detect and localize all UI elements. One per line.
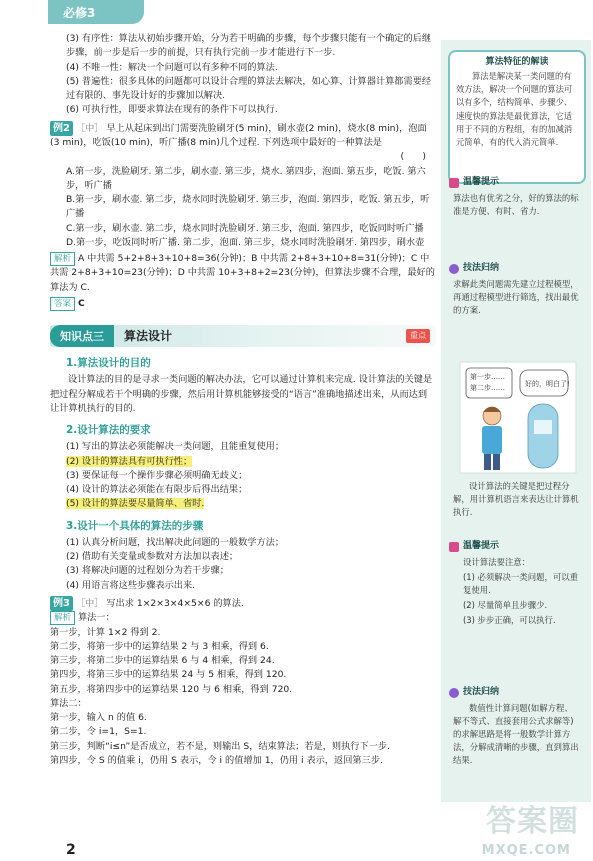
example2-text: 早上从起床到出门需要洗脸刷牙(5 min)，刷水壶(2 min)，烧水(8 min)，泡面(3 min)，吃饭(10 min)，听广播(8 min)几个过程. 下列选项中最好的一种算法是 bbox=[50, 122, 427, 148]
example3-stem bbox=[50, 596, 436, 612]
method2-title: 技法归纳 bbox=[449, 686, 591, 700]
module-label: 必修3 bbox=[63, 6, 96, 20]
analysis-badge: 解析 bbox=[50, 252, 75, 266]
difficulty-tag: ［中］ bbox=[75, 122, 104, 134]
feature-p4: (4) 不唯一性：解决一个问题可以有多种不同的算法. bbox=[66, 61, 278, 73]
analysis-text: A 中共需 5+2+8+3+10+8=36(分钟)；B 中共需 2+8+3+10+8=31(分钟)；C 中共需 2+8+3+10=23(分钟)；D 中共需 10+3+8+2=23(分钟)，但算法步骤不合理，最好的算法为 C. bbox=[50, 253, 435, 293]
alg1-step: 第一步，计算 1×2 得到 2. bbox=[50, 626, 161, 638]
answer-paren: ( ) bbox=[400, 151, 426, 163]
method2-block bbox=[441, 686, 591, 767]
tip2-title: 温馨提示 bbox=[449, 540, 591, 554]
alg1-step: 第五步，将第四步中的运算结果 120 与 6 相乘，得到 720. bbox=[50, 683, 293, 695]
req-item: (5) 设计的算法要尽量简单、省时. bbox=[66, 498, 205, 510]
bulb-icon bbox=[449, 178, 459, 188]
option-d: D.第一步，吃饭同时听广播. 第二步，泡面. 第三步，烧水同时洗脸刷牙. 第四步，刷水壶 bbox=[66, 236, 425, 248]
method-icon bbox=[449, 264, 459, 274]
knowledge-point-banner bbox=[50, 325, 436, 347]
tip1-title: 温馨提示 bbox=[449, 176, 591, 190]
alg2-step: 第一步，输入 n 的值 6. bbox=[50, 712, 147, 724]
section2-title: 2.设计算法的要求 bbox=[66, 424, 151, 437]
option-a: A.第一步，洗脸刷牙. 第二步，刷水壶. 第三步，烧水. 第四步，泡面. 第五步，吃饭. 第六步，听广播 bbox=[66, 165, 426, 191]
example3-text: 写出求 1×2×3×4×5×6 的算法. bbox=[106, 597, 244, 609]
method1-title: 技法归纳 bbox=[449, 262, 591, 276]
alg1-step: 第四步，将第三步中的运算结果 24 与 5 相乘，得到 120. bbox=[50, 669, 287, 681]
analysis-badge: 解析 bbox=[50, 611, 75, 625]
watermark-logo: 答案圈 bbox=[486, 803, 579, 839]
alg2-step: 第四步，令 S 的值乘 i，仍用 S 表示，令 i 的值增加 1，仍用 i 表示，返回第三步. bbox=[50, 754, 383, 766]
step-item: (4) 用语言将这些步骤表示出来. bbox=[66, 579, 196, 591]
section3-title: 3.设计一个具体的算法的步骤 bbox=[66, 519, 204, 532]
tip2-item: (3) 步步正确，可以执行. bbox=[463, 615, 556, 625]
alg1-step: 第三步，将第二步中的运算结果 6 与 4 相乘，得到 24. bbox=[50, 655, 275, 667]
bulb-icon bbox=[449, 542, 459, 552]
bubble-text-1: 第一步…… bbox=[470, 373, 505, 381]
illustration-caption: 设计算法的关键是把过程分解，用计算机语言来表达让计算机执行. bbox=[453, 481, 579, 518]
page-number: 2 bbox=[66, 842, 76, 858]
answer-badge: 答案 bbox=[50, 297, 75, 311]
algorithm1-label: 算法一： bbox=[77, 612, 115, 624]
step-item: (1) 认真分析问题，找出解决此问题的一般数学方法； bbox=[66, 536, 285, 548]
example2-analysis bbox=[50, 252, 436, 295]
step-item: (3) 将解决问题的过程划分为若干步骤； bbox=[66, 565, 229, 577]
option-b: B.第一步，刷水壶. 第二步，烧水同时洗脸刷牙. 第三步，泡面. 第四步，吃饭. 第五步，听广播 bbox=[66, 194, 430, 220]
knowledge-point-title: 算法设计 bbox=[124, 328, 173, 343]
example-badge: 例2 bbox=[50, 121, 73, 137]
tip1-text: 算法也有优劣之分，好的算法的标准是方便、有时、省力. bbox=[453, 192, 579, 216]
main-content bbox=[50, 32, 436, 768]
req-item: (4) 设计的算法必须能在有限步后得出结果； bbox=[66, 484, 248, 496]
example3-analysis-head bbox=[50, 611, 436, 625]
alg2-step: 第三步，判断“i≤n”是否成立，若不是，则输出 S，结束算法；若是，则执行下一步. bbox=[50, 740, 390, 752]
tip2-item: (1) 必须解决一类问题，可以重复使用. bbox=[463, 571, 579, 595]
alg2-step: 第二步，令 i=1，S=1. bbox=[50, 726, 147, 738]
watermark-url: MXQE.COM bbox=[481, 842, 571, 858]
alg1-step: 第二步，将第一步中的运算结果 2 与 3 相乘，得到 6. bbox=[50, 640, 269, 652]
req-item: (1) 写出的算法必须能解决一类问题，且能重复使用； bbox=[66, 441, 285, 453]
method1-block bbox=[441, 262, 591, 317]
method-icon bbox=[449, 688, 459, 698]
feature-p5: (5) 普遍性：很多具体的问题都可以设计合理的算法去解决，如心算、计算器计算都需要经过有限的、事先设计好的步骤加以解决. bbox=[66, 75, 432, 101]
example2-answer bbox=[50, 297, 436, 311]
card-title: 算法特征的解读 bbox=[485, 57, 549, 67]
key-point-badge: 重点 bbox=[406, 329, 430, 343]
knowledge-point-label: 知识点三 bbox=[50, 325, 114, 347]
tip2-item: (2) 尽量简单且步骤少. bbox=[463, 599, 548, 610]
teacher-illustration bbox=[458, 360, 578, 475]
bubble-text-3: 好的，明白了! bbox=[525, 380, 570, 388]
example-badge: 例3 bbox=[50, 596, 73, 612]
algorithm2-label: 算法二： bbox=[50, 697, 87, 709]
section1-title: 1.算法设计的目的 bbox=[66, 357, 151, 369]
feature-card bbox=[448, 50, 586, 184]
section1-text: 设计算法的目的是寻求一类问题的解决办法，它可以通过计算机来完成. 设计算法的关键是把过程分解成若干个明确的步骤，然后用计算机能够接受的“语言”准确地描述出来，从而达到让计算机执行的目的. bbox=[50, 374, 433, 414]
caption-block bbox=[441, 478, 591, 519]
tip1-block bbox=[441, 176, 591, 218]
tip2-block bbox=[441, 540, 591, 627]
method2-text: 数值性计算问题(如解方程、解不等式、直接套用公式求解等)的求解思路是将一般数学计算方法，分解成清晰的步骤，直到算出结果. bbox=[453, 702, 579, 765]
method1-text: 求解此类问题需先建立过程模型，再通过程模型进行筛选，找出最优的方案. bbox=[453, 278, 579, 315]
answer-value: C bbox=[77, 297, 85, 309]
difficulty-tag: ［中］ bbox=[75, 597, 104, 609]
feature-p6: (6) 可执行性，即要求算法在现有的条件下可以执行. bbox=[66, 104, 278, 116]
module-tab bbox=[48, 0, 144, 24]
card-text: 算法是解决某一类问题的有效方法，解决一个问题的算法可以有多个，结构简单、步骤少、速度快的算法是最优算法，它适用于不同的方程组，有的加减消元简单，有的代入消元简单. bbox=[456, 70, 573, 148]
option-c: C.第一步，刷水壶. 第二步，烧水同时洗脸刷牙. 第三步，泡面. 第四步，吃饭同时听广播 bbox=[66, 222, 424, 234]
req-item: (2) 设计的算法具有可执行性； bbox=[66, 455, 193, 467]
feature-p3: (3) 有序性：算法从初始步骤开始，分为若干明确的步骤，每个步骤只能有一个确定的后继步骤，前一步是后一步的前提，只有执行完前一步才能进行下一步. bbox=[66, 33, 432, 59]
example2-stem bbox=[50, 121, 436, 151]
step-item: (2) 借助有关变量或参数对方法加以表述； bbox=[66, 551, 239, 563]
tip2-lead: 设计算法要注意： bbox=[463, 556, 530, 567]
req-item: (3) 要保证每一个操作步骤必须明确无歧义； bbox=[66, 469, 248, 481]
bubble-text-2: 第二步…… bbox=[470, 384, 505, 392]
